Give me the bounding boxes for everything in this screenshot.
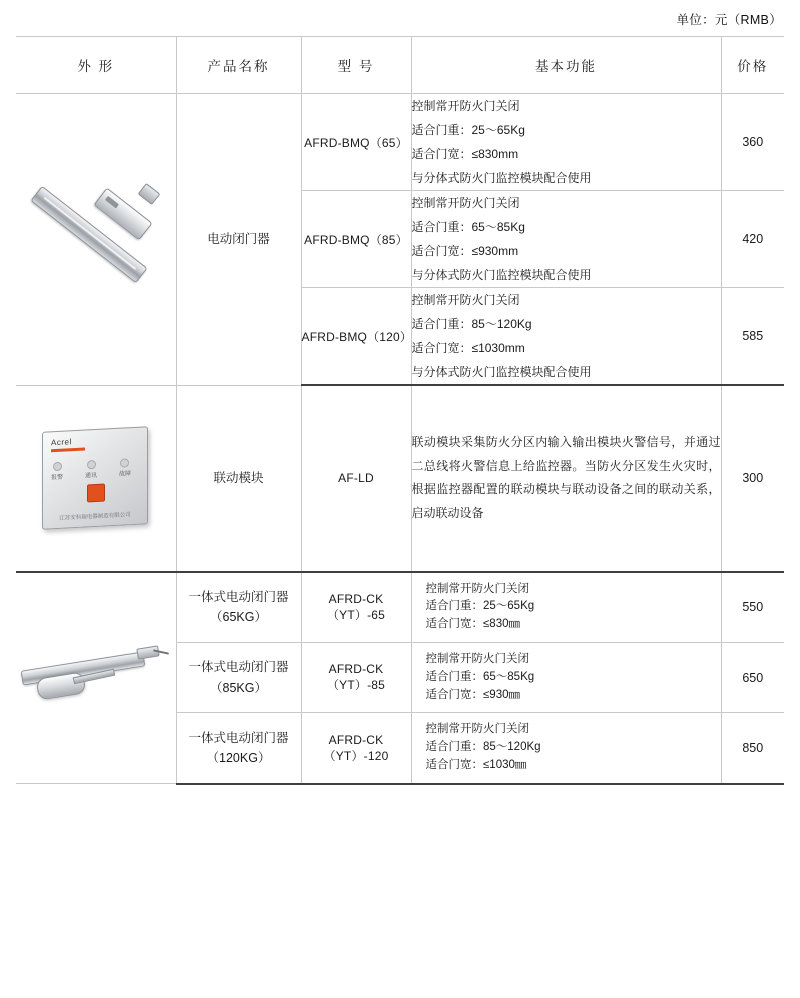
- door-closer-illustration: [20, 179, 170, 299]
- table-row: [16, 94, 784, 191]
- product-model-cell: AFRD-BMQ（120）: [301, 288, 411, 386]
- product-model-cell: AFRD-BMQ（85）: [301, 191, 411, 288]
- product-name-cell: 联动模块: [176, 385, 301, 572]
- module-footer-label: 江苏安科瑞电器制造有限公司: [59, 512, 131, 522]
- product-price-cell: 650: [721, 642, 784, 712]
- product-image-cell-integrated-closer: [16, 572, 176, 784]
- header-cell-name: 产品名称: [176, 37, 301, 94]
- led-comm-icon: [87, 460, 96, 469]
- header-cell-model: 型 号: [301, 37, 411, 94]
- product-name-cell: 一体式电动闭门器（120KG）: [176, 713, 301, 784]
- linkage-module-photo: [16, 391, 174, 566]
- product-function-cell: 联动模块采集防火分区内输入输出模块火警信号，并通过二总线将火警信息上给监控器。当防火分区发生火灾时，根据监控器配置的联动模块与联动设备之间的联动关系，启动联动设备: [411, 385, 721, 572]
- closer-rail: [30, 186, 147, 283]
- integrated-closer-illustration: [17, 643, 173, 713]
- header-cell-shape: 外 形: [16, 37, 176, 94]
- product-function-cell: 控制常开防火门关闭 适合门重：25～65Kg 适合门宽：≤830mm 与分体式防火门监控模块配合使用: [411, 94, 721, 191]
- electric-door-closer-photo: [16, 209, 174, 269]
- led-alarm-icon: [53, 462, 62, 471]
- integrated-end-cap: [136, 645, 159, 659]
- product-price-cell: 550: [721, 572, 784, 643]
- product-price-cell: 585: [721, 288, 784, 386]
- product-price-cell: 850: [721, 713, 784, 784]
- module-brand-label: Acrel: [51, 437, 72, 448]
- product-function-cell: 控制常开防火门关闭 适合门重：65～85Kg 适合门宽：≤930mm 与分体式防火门监控模块配合使用: [411, 191, 721, 288]
- product-function-cell: 控制常开防火门关闭 适合门重：85～120Kg 适合门宽：≤1030㎜: [411, 713, 721, 784]
- table-header-row: [16, 37, 784, 94]
- led-label-alarm: 报警: [51, 474, 64, 482]
- product-model-cell: AFRD-CK（YT）-85: [301, 642, 411, 712]
- module-button-icon: [87, 483, 105, 502]
- product-model-cell: AFRD-CK（YT）-65: [301, 572, 411, 643]
- product-image-cell-linkage-module: [16, 385, 176, 572]
- table-row: [16, 572, 784, 643]
- led-fault-icon: [120, 458, 129, 467]
- led-label-comm: 通讯: [84, 472, 97, 480]
- product-function-cell: 控制常开防火门关闭 适合门重：25～65Kg 适合门宽：≤830㎜: [411, 572, 721, 643]
- product-model-cell: AFRD-BMQ（65）: [301, 94, 411, 191]
- module-stripe: [51, 448, 85, 453]
- table-row: [16, 385, 784, 572]
- product-price-cell: 360: [721, 94, 784, 191]
- linkage-module-illustration: [42, 426, 148, 530]
- led-label-fault: 故障: [118, 471, 131, 478]
- product-price-cell: 300: [721, 385, 784, 572]
- closer-end-cap: [138, 183, 161, 205]
- integrated-door-closer-photo: [16, 578, 174, 778]
- unit-note: 单位：元（RMB）: [676, 13, 782, 27]
- product-function-cell: 控制常开防火门关闭 适合门重：85～120Kg 适合门宽：≤1030mm 与分体式防火门监控模块配合使用: [411, 288, 721, 386]
- header-cell-function: 基本功能: [411, 37, 721, 94]
- product-function-cell: 控制常开防火门关闭 适合门重：65～85Kg 适合门宽：≤930㎜: [411, 642, 721, 712]
- product-name-cell: 一体式电动闭门器（85KG）: [176, 642, 301, 712]
- product-image-cell-door-closer: [16, 94, 176, 386]
- product-model-cell: AF-LD: [301, 385, 411, 572]
- product-price-cell: 420: [721, 191, 784, 288]
- product-model-cell: AFRD-CK（YT）-120: [301, 713, 411, 784]
- product-name-cell: 一体式电动闭门器（65KG）: [176, 572, 301, 643]
- product-price-table: [16, 36, 784, 785]
- header-cell-price: 价格: [721, 37, 784, 94]
- product-name-cell: 电动闭门器: [176, 94, 301, 386]
